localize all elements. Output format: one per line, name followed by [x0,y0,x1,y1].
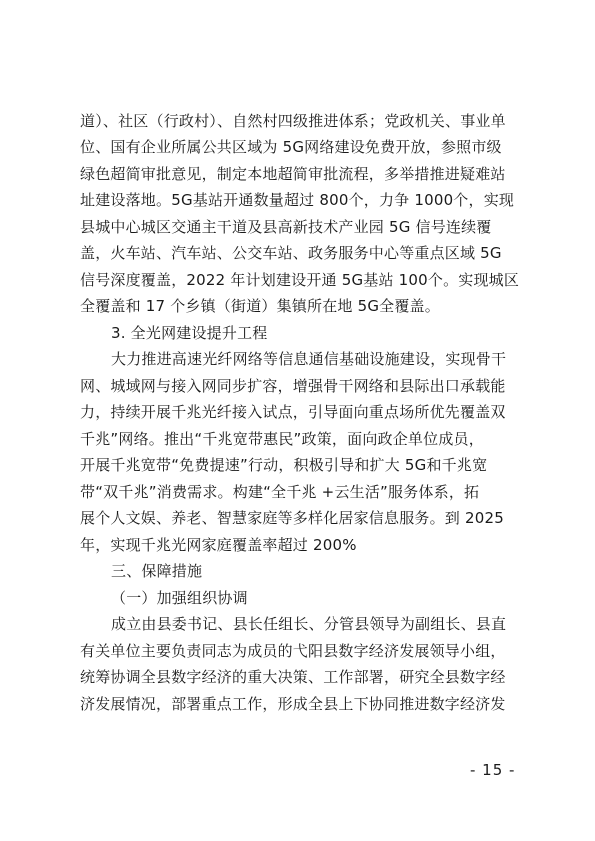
text-line: 全覆盖和 17 个乡镇（街道）集镇所在地 5G全覆盖。 [80,297,440,315]
text-line: 网、城域网与接入网同步扩容，增强骨干网络和县际出口承载能 [80,377,506,395]
text-line: 绿色超简审批意见，制定本地超简审批流程，多举措推进疑难站 [80,165,506,183]
subsection-heading: （一）加强组织协调 [111,589,248,607]
text-line: 信号深度覆盖，2022 年计划建设开通 5G基站 100个。实现城区 [80,271,520,289]
text-line: 成立由县委书记、县长任组长、分管县领导为副组长、县直 [111,615,507,633]
text-line: 盖，火车站、汽车站、公交车站、政务服务中心等重点区域 5G [80,244,502,262]
page-number: - 15 - [470,761,516,779]
text-line: 有关单位主要负责同志为成员的弋阳县数字经济发展领导小组， [80,642,506,660]
text-line: 力，持续开展千兆光纤接入试点，引导面向重点场所优先覆盖双 [80,403,506,421]
text-line: 带“双千兆”消费需求。构建“全千兆 +云生活”服务体系，拓 [80,483,480,501]
text-line: 道）、社区（行政村）、自然村四级推进体系；党政机关、事业单 [80,112,506,130]
text-line: 济发展情况，部署重点工作，形成全县上下协同推进数字经济发 [80,695,506,713]
text-line: 位、国有企业所属公共区域为 5G网络建设免费开放，参照市级 [80,138,502,156]
text-line: 大力推进高速光纤网络等信息通信基础设施建设，实现骨干 [111,350,507,368]
text-line: 年，实现千兆光网家庭覆盖率超过 200% [80,536,357,554]
text-line: 千兆”网络。推出“千兆宽带惠民”政策，面向政企单位成员， [80,430,484,448]
text-line: 展个人文娱、养老、智慧家庭等多样化居家信息服务。到 2025 [80,509,504,527]
text-line: 统筹协调全县数字经济的重大决策、工作部署，研究全县数字经 [80,668,506,686]
section-heading: 3. 全光网建设提升工程 [111,324,268,342]
section-heading: 三、保障措施 [111,562,203,580]
text-line: 县城中心城区交通主干道及县高新技术产业园 5G 信号连续覆 [80,218,492,236]
text-line: 址建设落地。5G基站开通数量超过 800个，力争 1000个，实现 [80,191,515,209]
text-line: 开展千兆宽带“免费提速”行动，积极引导和扩大 5G和千兆宽 [80,456,488,474]
